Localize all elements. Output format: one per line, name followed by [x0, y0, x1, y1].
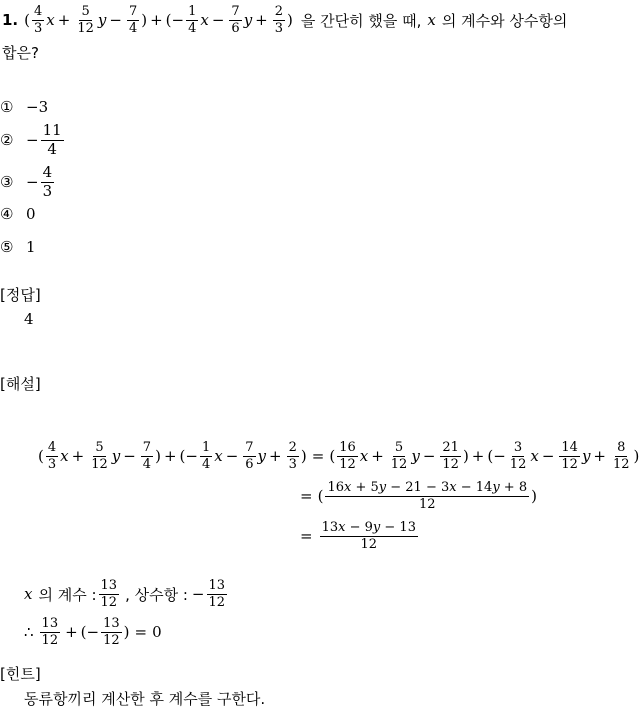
choice-value: −3 — [26, 98, 49, 116]
choice-denominator: 4 — [47, 139, 57, 158]
hint-label: [힌트] — [0, 665, 41, 683]
derivation-line-3: = $\frac{13x - 9y - 13}{12}$ — [300, 519, 416, 552]
choice-mark: ③ — [0, 173, 14, 191]
coefficient-line: x 의 계수 : $\frac{13}{12}$ , 상수항 : − $\frac{13}{12}$ — [24, 577, 226, 610]
choice-numerator: 4 — [42, 162, 53, 181]
question-text: 을 간단히 했을 때, — [300, 11, 422, 30]
explanation-label: [해설] — [0, 375, 41, 393]
question-line-1: 1. ( $\frac{4}{3}$ x + $\frac{5}{12}$ y − $\frac{7}{4}$ ) + (− $\frac{1}{4}$ x − $\frac{7}{6}$ y + $\frac{2}{3}$ ) 을 간단히 했을 때, x 의 계수와 상수항의 — [2, 3, 568, 36]
answer-label: [정답] — [0, 286, 41, 304]
choice-numerator: 11 — [42, 120, 62, 139]
choice-value: 1 — [26, 238, 36, 256]
choice-2[interactable]: ② − $\frac{11}{4}$ — [0, 120, 62, 158]
const-label: , 상수항 : — [125, 585, 188, 604]
choice-5[interactable] — [0, 237, 36, 257]
choice-mark: ② — [0, 131, 14, 149]
answer-value: 4 — [24, 310, 34, 328]
derivation-line-1: ( $\frac{4}{3}$ x + $\frac{5}{12}$ y − $\frac{7}{4}$ ) + (− $\frac{1}{4}$ x − $\frac{7}{6}$ y + $\frac{2}{3}$ ) = ( $\frac{16}{12}$ x + $\frac{5}{12}$ y − $\frac{21}{12}$ ) + (− $\frac{3}{12}$ x − $\frac{14}{12}$ y + $\frac{8}{12}$ ) — [38, 439, 639, 472]
choice-mark: ① — [0, 98, 14, 116]
therefore-line: ∴ $\frac{13}{12}$ + (− $\frac{13}{12}$ ) = 0 — [24, 615, 162, 648]
choice-4[interactable] — [0, 204, 36, 224]
choice-3[interactable]: ③ − $\frac{4}{3}$ — [0, 162, 53, 200]
choice-mark: ⑤ — [0, 238, 14, 256]
choice-1[interactable] — [0, 97, 48, 117]
question-line-2: 합은? — [2, 44, 39, 62]
choice-value: 0 — [26, 205, 36, 223]
therefore-symbol: ∴ — [24, 623, 34, 641]
question-var: x — [427, 11, 436, 29]
derivation-line-2: = ( $\frac{16x + 5y - 21 - 3x - 14y + 8}{12}$ ) — [300, 479, 537, 512]
hint-text: 동류항끼리 계산한 후 계수를 구한다. — [24, 690, 266, 708]
coef-label: 의 계수 : — [38, 585, 97, 604]
choice-mark: ④ — [0, 205, 14, 223]
choice-denominator: 3 — [42, 181, 53, 200]
question-text-end: 의 계수와 상수항의 — [441, 11, 568, 30]
question-number: 1. — [2, 11, 19, 29]
